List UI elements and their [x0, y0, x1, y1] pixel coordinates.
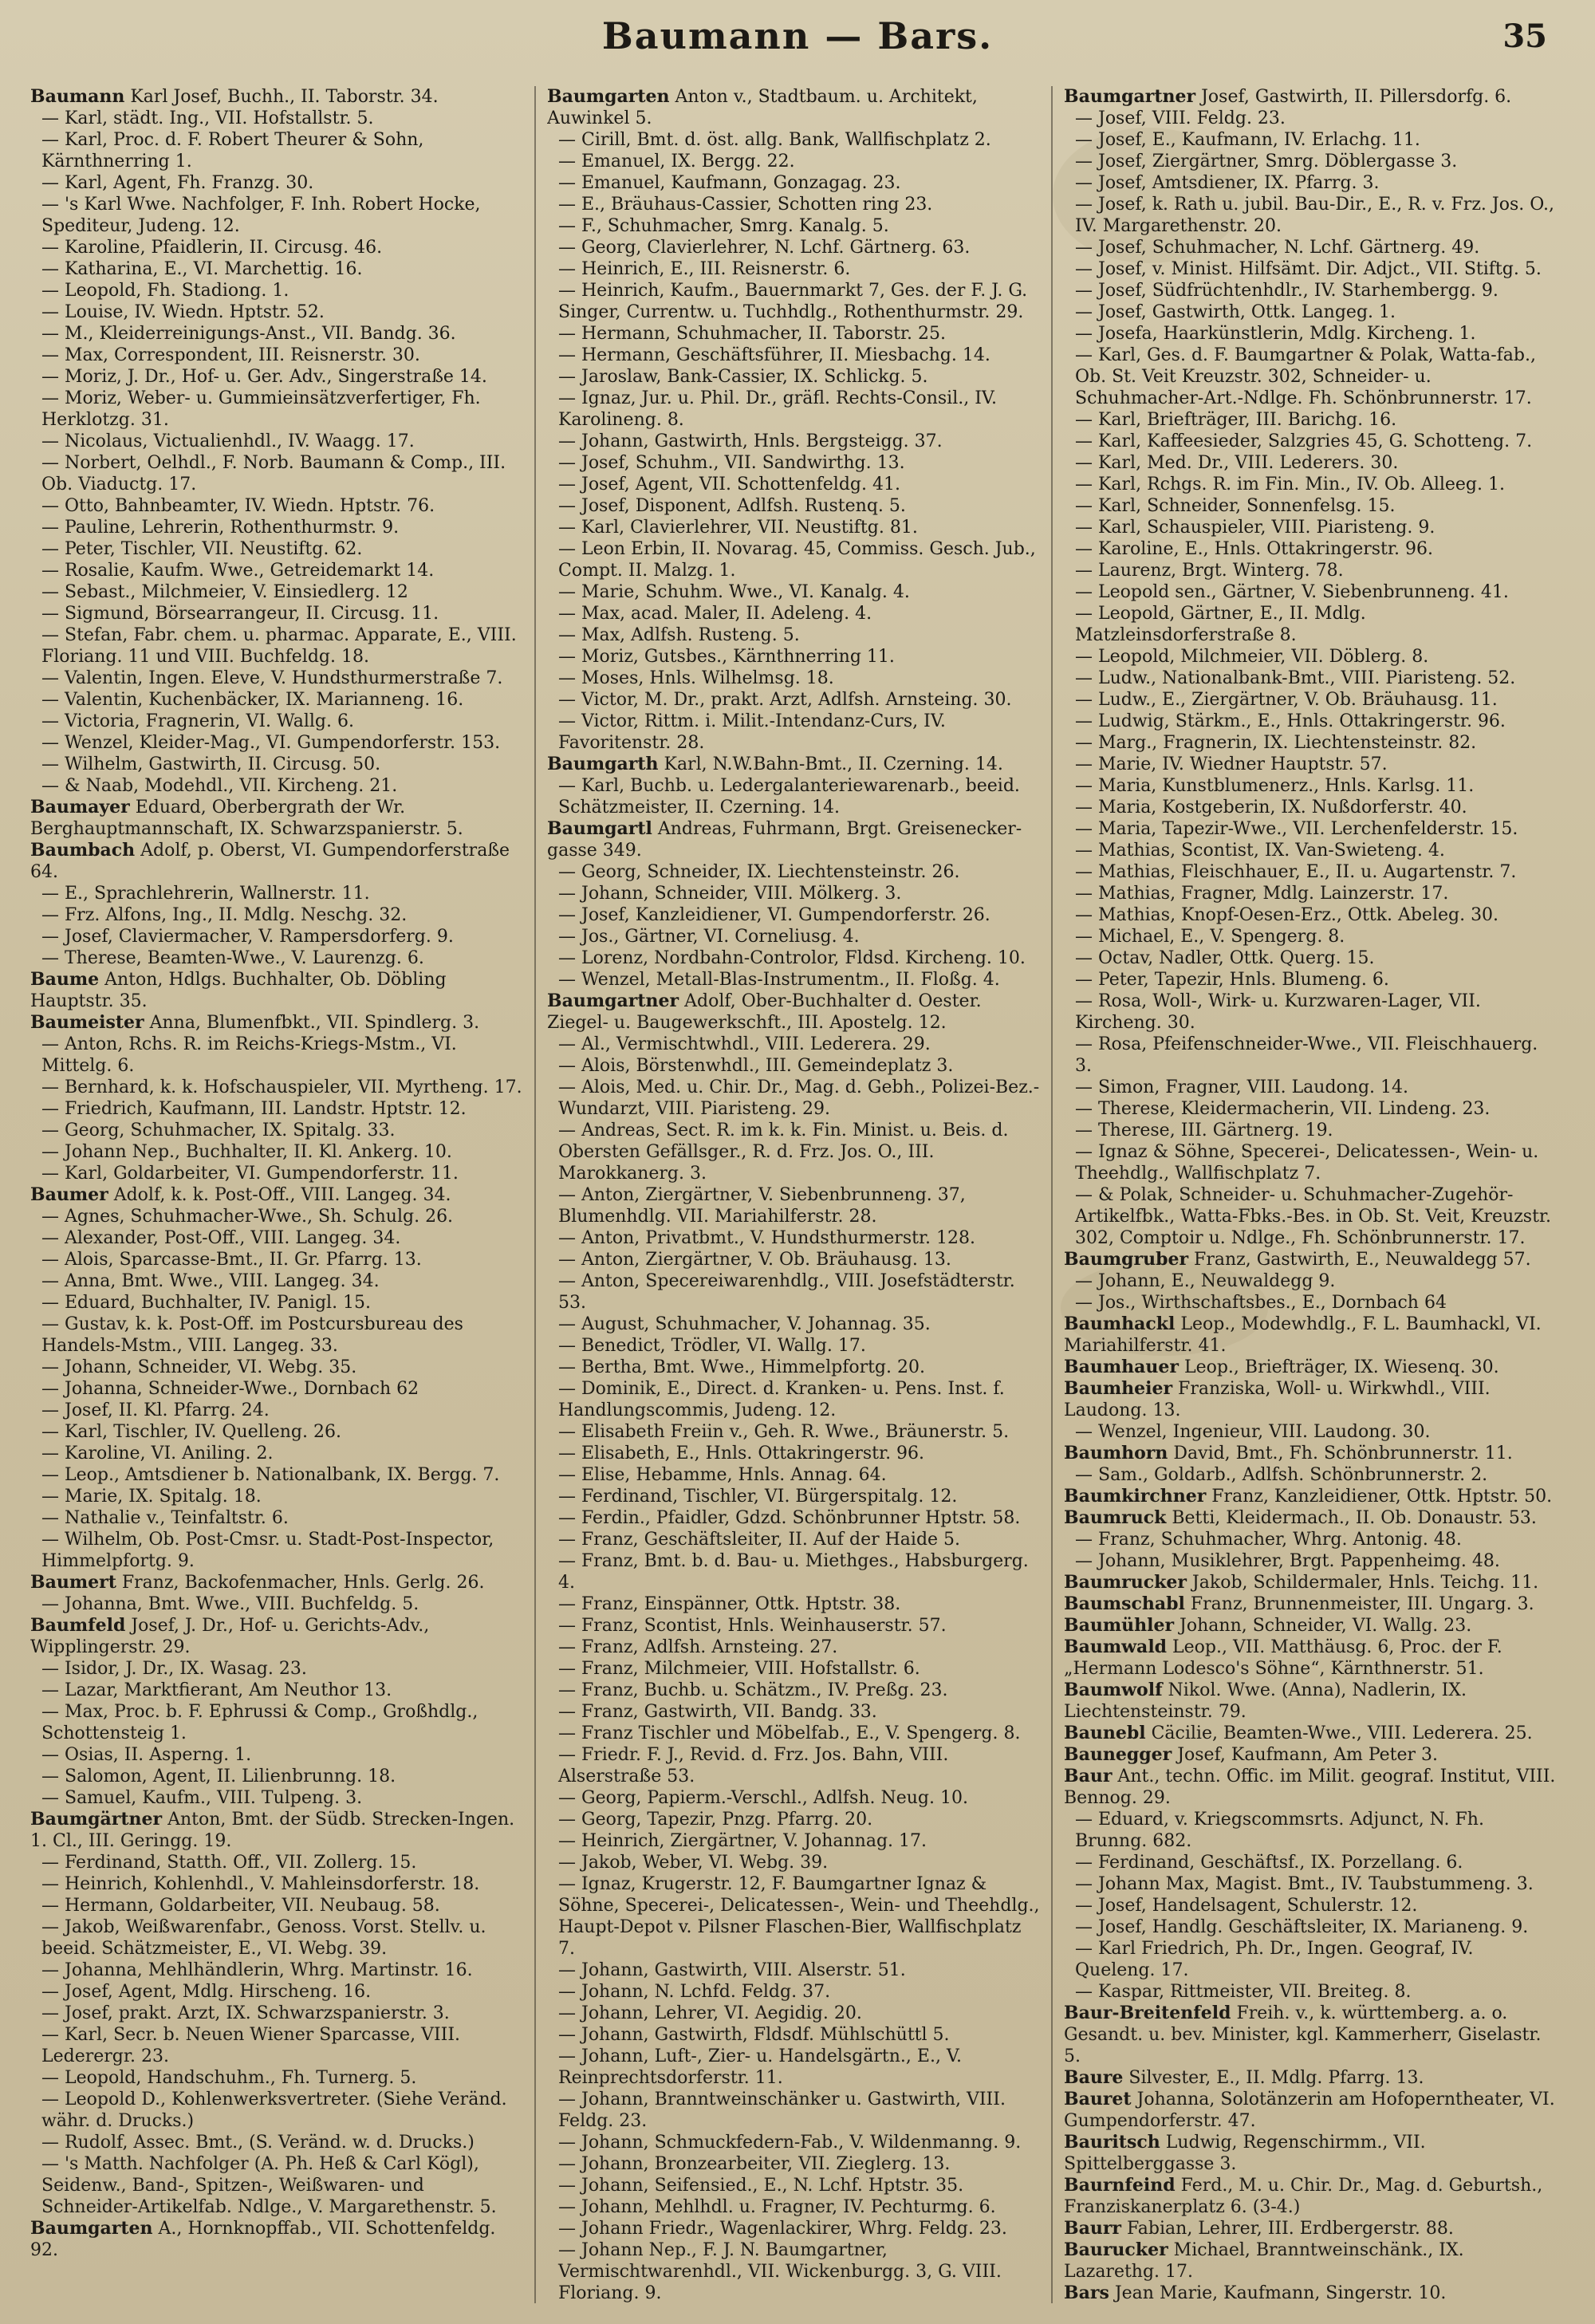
directory-entry: — Leopold sen., Gärtner, V. Siebenbrunneng. 41.	[1075, 582, 1509, 602]
directory-entry: — Ferdinand, Statth. Off., VII. Zollerg. 15.	[41, 1853, 417, 1873]
directory-entry: — Frz. Alfons, Ing., II. Mdlg. Neschg. 32.	[41, 905, 408, 925]
directory-entry: — Johann, Gastwirth, Hnls. Bergsteigg. 37.	[558, 431, 943, 451]
directory-entry: — Maria, Tapezir-Wwe., VII. Lerchenfelderstr. 15.	[1075, 819, 1518, 839]
directory-entry-main: Bauritsch Ludwig, Regenschirmm., VII. Spittelberggasse 3.	[1064, 2132, 1426, 2174]
directory-entry: — Franz, Gastwirth, VII. Bandg. 33.	[558, 1702, 877, 1722]
directory-entry: — Ignaz, Krugerstr. 12, F. Baumgartner Ignaz & Söhne, Specerei-, Delicatessen-, Wein- und Theehdlg., Haupt-Depot v. Pilsner Flaschen-Bier, Wallfischplatz 7.	[558, 1874, 1040, 1959]
directory-entry: — Kaspar, Rittmeister, VII. Breiteg. 8.	[1075, 1982, 1412, 2002]
directory-entry: — Georg, Schuhmacher, IX. Spitalg. 33.	[41, 1121, 396, 1140]
directory-entry: — Max, acad. Maler, II. Adeleng. 4.	[558, 604, 872, 624]
directory-entry: — Josef, E., Kaufmann, IV. Erlachg. 11.	[1075, 130, 1420, 150]
column-divider	[1051, 86, 1053, 2303]
directory-entry: — Lorenz, Nordbahn-Controlor, Fldsd. Kircheng. 10.	[558, 948, 1026, 968]
directory-entry: — Leop., Amtsdiener b. Nationalbank, IX. Bergg. 7.	[41, 1465, 500, 1485]
directory-entry: — Josef, II. Kl. Pfarrg. 24.	[41, 1400, 270, 1420]
directory-entry: — Salomon, Agent, II. Lilienbrunng. 18.	[41, 1767, 396, 1786]
directory-entry: — Gustav, k. k. Post-Off. im Postcursbureau des Handels-Mstm., VIII. Langeg. 33.	[41, 1314, 463, 1356]
directory-entry: — Bertha, Bmt. Wwe., Himmelpfortg. 20.	[558, 1357, 925, 1377]
directory-entry: — Josef, k. Rath u. jubil. Bau-Dir., E., R. v. Frz. Jos. O., IV. Margarethenstr. 20.	[1075, 195, 1554, 236]
directory-entry: — Sam., Goldarb., Adlfsh. Schönbrunnerstr. 2.	[1075, 1465, 1488, 1485]
directory-entry-main: Baunebl Cäcilie, Beamten-Wwe., VIII. Lederera. 25.	[1064, 1723, 1533, 1743]
directory-entry: — Eduard, v. Kriegscommsrts. Adjunct, N. Fh. Brunng. 682.	[1075, 1810, 1484, 1851]
directory-entry: — Jaroslaw, Bank-Cassier, IX. Schlickg. 5.	[558, 367, 928, 387]
directory-entry-main: Baumgartner Josef, Gastwirth, II. Pillersdorfg. 6.	[1064, 86, 1512, 107]
directory-entry: — Therese, III. Gärtnerg. 19.	[1075, 1121, 1333, 1140]
directory-entry: — Josef, Südfrüchtenhdlr., IV. Starhembergg. 9.	[1075, 281, 1499, 301]
directory-entry-main: Baurnfeind Ferd., M. u. Chir. Dr., Mag. d. Geburtsh., Franziskanerplatz 6. (3-4.)	[1064, 2175, 1543, 2217]
directory-entry: — Karl, Ges. d. F. Baumgartner & Polak, Watta-fab., Ob. St. Veit Kreuzstr. 302, Schneider- u. Schuhmacher-Art.-Ndlge. Fh. Schönbrunnerstr. 17.	[1075, 345, 1536, 408]
directory-entry: — Alexander, Post-Off., VIII. Langeg. 34.	[41, 1228, 401, 1248]
directory-entry-main: Baume Anton, Hdlgs. Buchhalter, Ob. Döbling Hauptstr. 35.	[30, 969, 447, 1011]
directory-entry: — Johanna, Schneider-Wwe., Dornbach 62	[41, 1379, 419, 1399]
directory-entry: — Karoline, E., Hnls. Ottakringerstr. 96.	[1075, 539, 1433, 559]
directory-entry-main: Baumbach Adolf, p. Oberst, VI. Gumpendorferstraße 64.	[30, 840, 510, 882]
directory-entry: — Karl, Briefträger, III. Barichg. 16.	[1075, 410, 1397, 430]
page-title: Baumann — Bars.	[601, 14, 994, 57]
directory-entry-main: Bars Jean Marie, Kaufmann, Singerstr. 10.	[1064, 2283, 1447, 2303]
directory-entry: — Louise, IV. Wiedn. Hptstr. 52.	[41, 302, 325, 322]
directory-entry: — Franz, Adlfsh. Arnsteing. 27.	[558, 1637, 838, 1657]
directory-entry: — Josef, Amtsdiener, IX. Pfarrg. 3.	[1075, 173, 1380, 193]
directory-entry: — Ignaz & Söhne, Specerei-, Delicatessen-, Wein- u. Theehdlg., Wallfischplatz 7.	[1075, 1142, 1539, 1184]
directory-entry: — Johanna, Bmt. Wwe., VIII. Buchfeldg. 5.	[41, 1594, 419, 1614]
directory-entry: — Therese, Beamten-Wwe., V. Laurenzg. 6.	[41, 948, 424, 968]
directory-entry: — Bernhard, k. k. Hofschauspieler, VII. Myrtheng. 17.	[41, 1077, 522, 1097]
directory-entry: — Franz, Einspänner, Ottk. Hptstr. 38.	[558, 1594, 901, 1614]
directory-entry: — Leopold, Milchmeier, VII. Döblerg. 8.	[1075, 647, 1429, 667]
directory-entry: — Agnes, Schuhmacher-Wwe., Sh. Schulg. 26.	[41, 1207, 454, 1227]
directory-entry: — Michael, E., V. Spengerg. 8.	[1075, 927, 1345, 947]
directory-entry-main: Baumrucker Jakob, Schildermaler, Hnls. Teichg. 11.	[1064, 1572, 1539, 1593]
directory-entry-main: Baumfeld Josef, J. Dr., Hof- u. Gerichts-Adv., Wipplingerstr. 29.	[30, 1615, 430, 1657]
directory-entry: — Ludw., E., Ziergärtner, V. Ob. Bräuhausg. 11.	[1075, 690, 1498, 710]
directory-entry: — Heinrich, Ziergärtner, V. Johannag. 17.	[558, 1831, 927, 1851]
directory-entry: — Johann, Seifensied., E., N. Lchf. Hptstr. 35.	[558, 2176, 964, 2196]
directory-entry: — Josef, prakt. Arzt, IX. Schwarzspanierstr. 3.	[41, 2003, 450, 2023]
directory-entry-main: Baumschabl Franz, Brunnenmeister, III. Ungarg. 3.	[1064, 1593, 1534, 1614]
directory-entry: — Johann, N. Lchfd. Feldg. 37.	[558, 1982, 831, 2002]
directory-entry: — Josef, Schuhm., VII. Sandwirthg. 13.	[558, 453, 905, 473]
directory-entry: — Johann, Gastwirth, VIII. Alserstr. 51.	[558, 1960, 906, 1980]
directory-entry: — Josef, Claviermacher, V. Rampersdorferg. 9.	[41, 927, 454, 947]
directory-entry: — Samuel, Kaufm., VIII. Tulpeng. 3.	[41, 1788, 363, 1808]
directory-entry: — Rudolf, Assec. Bmt., (S. Veränd. w. d. Drucks.)	[41, 2133, 475, 2153]
directory-entry: — Friedrich, Kaufmann, III. Landstr. Hptstr. 12.	[41, 1099, 467, 1119]
directory-entry: — Johann, Branntweinschänker u. Gastwirth, VIII. Feldg. 23.	[558, 2090, 1006, 2131]
directory-entry: — Moses, Hnls. Wilhelmsg. 18.	[558, 668, 834, 688]
directory-entry: — Josef, VIII. Feldg. 23.	[1075, 108, 1286, 128]
directory-entry: — Marg., Fragnerin, IX. Liechtensteinstr. 82.	[1075, 733, 1477, 753]
directory-entry: — E., Sprachlehrerin, Wallnerstr. 11.	[41, 884, 370, 904]
directory-entry: — & Naab, Modehdl., VII. Kircheng. 21.	[41, 776, 398, 796]
directory-entry-main: Baumgruber Franz, Gastwirth, E., Neuwaldegg 57.	[1064, 1249, 1531, 1270]
directory-entry: — Johann Max, Magist. Bmt., IV. Taubstummeng. 3.	[1075, 1874, 1534, 1894]
directory-entry-main: Baumwald Leop., VII. Matthäusg. 6, Proc. der F. „Hermann Lodesco's Söhne“, Kärnthnerstr. 51.	[1064, 1637, 1502, 1679]
directory-entry: — M., Kleiderreinigungs-Anst., VII. Bandg. 36.	[41, 324, 456, 344]
directory-entry: — Josefa, Haarkünstlerin, Mdlg. Kircheng. 1.	[1075, 324, 1476, 344]
directory-entry: — Josef, Agent, Mdlg. Hirscheng. 16.	[41, 1982, 372, 2002]
directory-entry: — August, Schuhmacher, V. Johannag. 35.	[558, 1314, 931, 1334]
directory-entry-main: Baumert Franz, Backofenmacher, Hnls. Gerlg. 26.	[30, 1572, 485, 1593]
directory-entry: — Anton, Privatbmt., V. Hundsthurmerstr. 128.	[558, 1228, 976, 1248]
directory-entry: — Lazar, Marktfierant, Am Neuthor 13.	[41, 1680, 392, 1700]
directory-entry: — Marie, IX. Spitalg. 18.	[41, 1487, 262, 1507]
directory-entry: — Alois, Med. u. Chir. Dr., Mag. d. Gebh., Polizei-Bez.-Wundarzt, VIII. Piaristeng. 29.	[558, 1077, 1040, 1119]
directory-entry: — Maria, Kunstblumenerz., Hnls. Karlsg. 11.	[1075, 776, 1475, 796]
directory-entry: — Johann, Schneider, VI. Webg. 35.	[41, 1357, 357, 1377]
directory-entry: — Elisabeth Freiin v., Geh. R. Wwe., Bräunerstr. 5.	[558, 1422, 1010, 1442]
column-2	[547, 86, 1042, 2303]
directory-entry-main: Baumhauer Leop., Briefträger, IX. Wiesenq. 30.	[1064, 1357, 1499, 1377]
directory-entry: — Heinrich, Kaufm., Bauernmarkt 7, Ges. der F. J. G. Singer, Currentw. u. Tuchhdlg., Rothenthurmstr. 29.	[558, 281, 1028, 322]
directory-entry: — Rosa, Woll-, Wirk- u. Kurzwaren-Lager, VII. Kircheng. 30.	[1075, 991, 1481, 1033]
directory-entry: — Alois, Börstenwhdl., III. Gemeindeplatz 3.	[558, 1056, 954, 1076]
directory-entry: — Leopold, Handschuhm., Fh. Turnerg. 5.	[41, 2068, 417, 2088]
directory-entry: — Franz, Bmt. b. d. Bau- u. Miethges., Habsburgerg. 4.	[558, 1551, 1029, 1593]
directory-entry-main: Baumann Karl Josef, Buchh., II. Taborstr. 34.	[30, 86, 439, 107]
directory-entry: — Marie, Schuhm. Wwe., VI. Kanalg. 4.	[558, 582, 910, 602]
directory-entry-main: Baumgärtner Anton, Bmt. der Südb. Strecken-Ingen. 1. Cl., III. Geringg. 19.	[30, 1809, 515, 1851]
directory-entry: — Emanuel, Kaufmann, Gonzagag. 23.	[558, 173, 901, 193]
directory-entry: — Wenzel, Ingenieur, VIII. Laudong. 30.	[1075, 1422, 1431, 1442]
directory-entry: — Therese, Kleidermacherin, VII. Lindeng. 23.	[1075, 1099, 1491, 1119]
directory-entry: — 's Karl Wwe. Nachfolger, F. Inh. Robert Hocke, Spediteur, Judeng. 12.	[41, 195, 481, 236]
directory-entry: — Mathias, Fragner, Mdlg. Lainzerstr. 17.	[1075, 884, 1449, 904]
directory-entry: — Laurenz, Brgt. Winterg. 78.	[1075, 561, 1344, 581]
directory-entry: — Josef, Schuhmacher, N. Lchf. Gärtnerg. 49.	[1075, 238, 1480, 258]
directory-entry: — Karl, Med. Dr., VIII. Lederers. 30.	[1075, 453, 1399, 473]
directory-entry: — Franz, Geschäftsleiter, II. Auf der Haide 5.	[558, 1530, 961, 1550]
directory-entry: — Andreas, Sect. R. im k. k. Fin. Minist. u. Beis. d. Obersten Gefällsger., R. d. Frz. Jos. O., III. Marokkanerg. 3.	[558, 1121, 1009, 1184]
directory-entry-main: Baunegger Josef, Kaufmann, Am Peter 3.	[1064, 1744, 1439, 1765]
directory-entry-main: Baumhackl Leop., Modewhdlg., F. L. Baumhackl, VI. Mariahilferstr. 41.	[1064, 1314, 1542, 1356]
directory-entry: — Johann, Schneider, VIII. Mölkerg. 3.	[558, 884, 902, 904]
directory-entry: — Heinrich, Kohlenhdl., V. Mahleinsdorferstr. 18.	[41, 1874, 480, 1894]
directory-entry-main: Baumgartner Adolf, Ober-Buchhalter d. Oester. Ziegel- u. Baugewerkschft., III. Apostelg. 12.	[547, 991, 982, 1033]
directory-entry: — Max, Adlfsh. Rusteng. 5.	[558, 625, 800, 645]
directory-entry: — Peter, Tapezir, Hnls. Blumeng. 6.	[1075, 970, 1389, 990]
directory-entry: — Karoline, Pfaidlerin, II. Circusg. 46.	[41, 238, 383, 258]
directory-entry: — Sigmund, Börsearrangeur, II. Circusg. 11.	[41, 604, 439, 624]
directory-entry-main: Baumayer Eduard, Oberbergrath der Wr. Berghauptmannschaft, IX. Schwarzspanierstr. 5.	[30, 797, 463, 839]
directory-entry-main: Baumhorn David, Bmt., Fh. Schönbrunnerstr. 11.	[1064, 1443, 1513, 1463]
directory-entry: — Johann Nep., F. J. N. Baumgartner, Vermischtwarenhdl., VII. Wickenburgg. 3, G. VIII. Floriang. 9.	[558, 2240, 1002, 2303]
directory-entry: — Hermann, Schuhmacher, II. Taborstr. 25.	[558, 324, 946, 344]
directory-entry: — Heinrich, E., III. Reisnerstr. 6.	[558, 259, 851, 279]
directory-entry-main: Baur-Breitenfeld Freih. v., k. württemberg. a. o. Gesandt. u. bev. Minister, kgl. Kammerherr, Giselastr. 5.	[1064, 2003, 1542, 2066]
directory-entry: — Karl, Kaffeesieder, Salzgries 45, G. Schotteng. 7.	[1075, 431, 1533, 451]
directory-entry-main: Baumgarth Karl, N.W.Bahn-Bmt., II. Czerning. 14.	[547, 754, 1003, 774]
directory-entry: — Ferdin., Pfaidler, Gdzd. Schönbrunner Hptstr. 58.	[558, 1508, 1021, 1528]
directory-entry: — Ignaz, Jur. u. Phil. Dr., gräfl. Rechts-Consil., IV. Karolineng. 8.	[558, 388, 997, 430]
directory-entry: — Karl Friedrich, Ph. Dr., Ingen. Geograf, IV. Queleng. 17.	[1075, 1939, 1474, 1980]
directory-entry: — Friedr. F. J., Revid. d. Frz. Jos. Bahn, VIII. Alserstraße 53.	[558, 1745, 949, 1786]
directory-entry-main: Bauret Johanna, Solotänzerin am Hofoperntheater, VI. Gumpendorferstr. 47.	[1064, 2089, 1555, 2131]
directory-entry: — Franz, Schuhmacher, Whrg. Antonig. 48.	[1075, 1530, 1462, 1550]
directory-entry: — Karl, Clavierlehrer, VII. Neustiftg. 81.	[558, 518, 918, 538]
directory-entry: — Franz Tischler und Möbelfab., E., V. Spengerg. 8.	[558, 1723, 1021, 1743]
directory-entry: — Leon Erbin, II. Novarag. 45, Commiss. Gesch. Jub., Compt. II. Malzg. 1.	[558, 539, 1036, 581]
directory-entry: — Wilhelm, Ob. Post-Cmsr. u. Stadt-Post-Inspector, Himmelpfortg. 9.	[41, 1530, 494, 1571]
directory-entry: — Karl, Schneider, Sonnenfelsg. 15.	[1075, 496, 1396, 516]
directory-entry: — Victor, M. Dr., prakt. Arzt, Adlfsh. Arnsteing. 30.	[558, 690, 1012, 710]
directory-entry: — Rosalie, Kaufm. Wwe., Getreidemarkt 14.	[41, 561, 435, 581]
directory-entry: — Johann, Mehlhdl. u. Fragner, IV. Pechturmg. 6.	[558, 2197, 996, 2217]
directory-entry: — Franz, Scontist, Hnls. Weinhauserstr. 57.	[558, 1616, 947, 1636]
directory-entry: — Josef, Kanzleidiener, VI. Gumpendorferstr. 26.	[558, 905, 990, 925]
directory-entry: — Otto, Bahnbeamter, IV. Wiedn. Hptstr. 76.	[41, 496, 435, 516]
directory-entry: — Norbert, Oelhdl., F. Norb. Baumann & Comp., III. Ob. Viaductg. 17.	[41, 453, 506, 494]
directory-entry: — Karl, Schauspieler, VIII. Piaristeng. 9.	[1075, 518, 1436, 538]
directory-entry: — Benedict, Trödler, VI. Wallg. 17.	[558, 1336, 866, 1356]
directory-entry: — Eduard, Buchhalter, IV. Panigl. 15.	[41, 1293, 372, 1313]
directory-entry: — Johann, Musiklehrer, Brgt. Pappenheimg. 48.	[1075, 1551, 1500, 1571]
directory-entry: — Victor, Rittm. i. Milit.-Intendanz-Curs, IV. Favoritenstr. 28.	[558, 711, 946, 753]
directory-entry: — Johann, Gastwirth, Fldsdf. Mühlschüttl 5.	[558, 2025, 950, 2045]
directory-entry: — Karl, Proc. d. F. Robert Theurer & Sohn, Kärnthnerring 1.	[41, 130, 424, 171]
directory-entry-main: Baumgarten Anton v., Stadtbaum. u. Architekt, Auwinkel 5.	[547, 86, 978, 128]
page-header	[0, 14, 1595, 70]
directory-entry: — Jos., Wirthschaftsbes., E., Dornbach 64	[1075, 1293, 1447, 1313]
directory-entry: — Leopold D., Kohlenwerksvertreter. (Siehe Veränd. währ. d. Drucks.)	[41, 2090, 507, 2131]
directory-entry: — Josef, Ziergärtner, Smrg. Döblergasse 3.	[1075, 152, 1458, 171]
directory-entry: — Johann, Schmuckfedern-Fab., V. Wildenmanng. 9.	[558, 2133, 1022, 2153]
directory-entry: — Osias, II. Asperng. 1.	[41, 1745, 252, 1765]
directory-entry: — Moriz, J. Dr., Hof- u. Ger. Adv., Singerstraße 14.	[41, 367, 487, 387]
directory-entry: — Marie, IV. Wiedner Hauptstr. 57.	[1075, 754, 1388, 774]
column-1	[30, 86, 525, 2303]
directory-entry: — Karl, Agent, Fh. Franzg. 30.	[41, 173, 314, 193]
directory-entry: — Elisabeth, E., Hnls. Ottakringerstr. 96.	[558, 1444, 925, 1463]
directory-entry: — Josef, Handelsagent, Schulerstr. 12.	[1075, 1896, 1418, 1916]
directory-entry: — Anton, Ziergärtner, V. Ob. Bräuhausg. 13.	[558, 1250, 951, 1270]
directory-entry: — Josef, v. Minist. Hilfsämt. Dir. Adjct., VII. Stiftg. 5.	[1075, 259, 1542, 279]
directory-entry: — E., Bräuhaus-Cassier, Schotten ring 23.	[558, 195, 933, 215]
directory-entry: — Nathalie v., Teinfaltstr. 6.	[41, 1508, 289, 1528]
directory-entry: — Anna, Bmt. Wwe., VIII. Langeg. 34.	[41, 1271, 380, 1291]
directory-entry: — Wenzel, Metall-Blas-Instrumentm., II. Floßg. 4.	[558, 970, 1000, 990]
directory-entry: — & Polak, Schneider- u. Schuhmacher-Zugehör-Artikelfbk., Watta-Fbks.-Bes. in Ob. St. Veit, Kreuzstr. 302, Comptoir u. Ndlge., Fh. Schönbrunnerstr. 17.	[1075, 1185, 1552, 1248]
directory-entry: — Moriz, Weber- u. Gummieinsätzverfertiger, Fh. Herklotzg. 31.	[41, 388, 481, 430]
column-divider	[534, 86, 536, 2303]
directory-entry-main: Baure Silvester, E., II. Mdlg. Pfarrg. 13.	[1064, 2067, 1424, 2088]
directory-entry: — Anton, Specereiwarenhdlg., VIII. Josefstädterstr. 53.	[558, 1271, 1015, 1313]
directory-entry: — Karl, Buchb. u. Ledergalanteriewarenarb., beeid. Schätzmeister, II. Czerning. 14.	[558, 776, 1020, 817]
directory-entry: — Karoline, VI. Aniling. 2.	[41, 1444, 274, 1463]
columns-container	[30, 86, 1569, 2303]
directory-entry: — Josef, Agent, VII. Schottenfeldg. 41.	[558, 475, 900, 494]
directory-entry-main: Baurucker Michael, Branntweinschänk., IX. Lazarethg. 17.	[1064, 2239, 1464, 2282]
directory-entry: — Leopold, Gärtner, E., II. Mdlg. Matzleinsdorferstraße 8.	[1075, 604, 1366, 645]
directory-entry: — Stefan, Fabr. chem. u. pharmac. Apparate, E., VIII. Floriang. 11 und VIII. Buchfeldg. 18.	[41, 625, 517, 667]
directory-entry: — Emanuel, IX. Bergg. 22.	[558, 152, 795, 171]
directory-entry-main: Baumruck Betti, Kleidermach., II. Ob. Donaustr. 53.	[1064, 1507, 1537, 1528]
directory-entry: — Max, Proc. b. F. Ephrussi & Comp., Großhdlg., Schottensteig 1.	[41, 1702, 478, 1743]
directory-entry: — Georg, Tapezir, Pnzg. Pfarrg. 20.	[558, 1810, 873, 1830]
directory-entry: — Ludwig, Stärkm., E., Hnls. Ottakringerstr. 96.	[1075, 711, 1506, 731]
directory-entry: — Peter, Tischler, VII. Neustiftg. 62.	[41, 539, 363, 559]
directory-entry: — Georg, Schneider, IX. Liechtensteinstr. 26.	[558, 862, 960, 882]
directory-entry: — Victoria, Fragnerin, VI. Wallg. 6.	[41, 711, 354, 731]
directory-entry: — Georg, Papierm.-Verschl., Adlfsh. Neug. 10.	[558, 1788, 968, 1808]
directory-entry: — Valentin, Kuchenbäcker, IX. Marianneng. 16.	[41, 690, 464, 710]
directory-entry: — Leopold, Fh. Stadiong. 1.	[41, 281, 289, 301]
directory-entry: — Max, Correspondent, III. Reisnerstr. 30.	[41, 345, 420, 365]
directory-entry: — Jakob, Weber, VI. Webg. 39.	[558, 1853, 829, 1873]
directory-entry-main: Baumeister Anna, Blumenfbkt., VII. Spindlerg. 3.	[30, 1012, 480, 1033]
directory-entry: — F., Schuhmacher, Smrg. Kanalg. 5.	[558, 216, 889, 236]
directory-entry: — Mathias, Fleischhauer, E., II. u. Augartenstr. 7.	[1075, 862, 1517, 882]
directory-entry: — Mathias, Knopf-Oesen-Erz., Ottk. Abeleg. 30.	[1075, 905, 1499, 925]
directory-entry: — Karl, Secr. b. Neuen Wiener Sparcasse, VIII. Lederergr. 23.	[41, 2025, 461, 2066]
column-3	[1064, 86, 1558, 2303]
directory-entry: — Alois, Sparcasse-Bmt., II. Gr. Pfarrg. 13.	[41, 1250, 422, 1270]
directory-entry: — Johann, Lehrer, VI. Aegidig. 20.	[558, 2003, 862, 2023]
directory-entry-main: Baumheier Franziska, Woll- u. Wirkwhdl., VIII. Laudong. 13.	[1064, 1378, 1491, 1420]
directory-entry: — Ferdinand, Geschäftsf., IX. Porzellang. 6.	[1075, 1853, 1463, 1873]
directory-entry-main: Baumgarten A., Hornknopffab., VII. Schottenfeldg. 92.	[30, 2218, 496, 2260]
directory-entry-main: Baumwolf Nikol. Wwe. (Anna), Nadlerin, IX. Liechtensteinstr. 79.	[1064, 1680, 1467, 1722]
directory-entry: — Josef, Disponent, Adlfsh. Rustenq. 5.	[558, 496, 906, 516]
directory-entry: — Simon, Fragner, VIII. Laudong. 14.	[1075, 1077, 1409, 1097]
directory-entry: — Valentin, Ingen. Eleve, V. Hundsthurmerstraße 7.	[41, 668, 503, 688]
directory-entry: — Octav, Nadler, Ottk. Querg. 15.	[1075, 948, 1375, 968]
directory-entry: — Katharina, E., VI. Marchettig. 16.	[41, 259, 363, 279]
directory-entry: — Johann Nep., Buchhalter, II. Kl. Ankerg. 10.	[41, 1142, 452, 1162]
directory-entry: — Anton, Rchs. R. im Reichs-Kriegs-Mstm., VI. Mittelg. 6.	[41, 1034, 457, 1076]
directory-entry: — Jos., Gärtner, VI. Corneliusg. 4.	[558, 927, 860, 947]
directory-entry: — Franz, Milchmeier, VIII. Hofstallstr. 6.	[558, 1659, 920, 1679]
directory-entry: — Maria, Kostgeberin, IX. Nußdorferstr. 40.	[1075, 798, 1467, 817]
directory-entry: — Karl, Tischler, IV. Quelleng. 26.	[41, 1422, 341, 1442]
directory-entry-main: Baumgartl Andreas, Fuhrmann, Brgt. Greisenecker-gasse 349.	[547, 818, 1022, 861]
directory-entry: — Franz, Buchb. u. Schätzm., IV. Preßg. 23.	[558, 1680, 948, 1700]
directory-entry: — Pauline, Lehrerin, Rothenthurmstr. 9.	[41, 518, 400, 538]
directory-entry: — Dominik, E., Direct. d. Kranken- u. Pens. Inst. f. Handlungscommis, Judeng. 12.	[558, 1379, 1005, 1420]
directory-entry: — Johann, Luft-, Zier- u. Handelsgärtn., E., V. Reinprechtsdorferstr. 11.	[558, 2046, 962, 2088]
directory-entry: — Johann, Bronzearbeiter, VII. Zieglerg. 13.	[558, 2154, 951, 2174]
directory-entry: — Karl, Goldarbeiter, VI. Gumpendorferstr. 11.	[41, 1164, 459, 1184]
directory-entry: — Al., Vermischtwhdl., VIII. Lederera. 29.	[558, 1034, 931, 1054]
directory-entry: — Mathias, Scontist, IX. Van-Swieteng. 4.	[1075, 841, 1445, 861]
directory-entry: — Johanna, Mehlhändlerin, Whrg. Martinstr. 16.	[41, 1960, 473, 1980]
directory-entry: — 's Matth. Nachfolger (A. Ph. Heß & Carl Kögl), Seidenw., Band-, Spitzen-, Weißwaren- und Schneider-Artikelfab. Ndlge., V. Margarethenstr. 5.	[41, 2154, 497, 2217]
directory-entry: — Sebast., Milchmeier, V. Einsiedlerg. 12	[41, 582, 408, 602]
directory-entry: — Wenzel, Kleider-Mag., VI. Gumpendorferstr. 153.	[41, 733, 501, 753]
directory-entry-main: Baumühler Johann, Schneider, VI. Wallg. 23.	[1064, 1615, 1472, 1636]
directory-entry: — Karl, städt. Ing., VII. Hofstallstr. 5.	[41, 108, 374, 128]
directory-entry: — Ferdinand, Tischler, VI. Bürgerspitalg. 12.	[558, 1487, 958, 1507]
directory-entry-main: Baumer Adolf, k. k. Post-Off., VIII. Langeg. 34.	[30, 1184, 451, 1205]
directory-entry: — Rosa, Pfeifenschneider-Wwe., VII. Fleischhauerg. 3.	[1075, 1034, 1538, 1076]
directory-entry: — Isidor, J. Dr., IX. Wasag. 23.	[41, 1659, 307, 1679]
directory-entry: — Josef, Handlg. Geschäftsleiter, IX. Marianeng. 9.	[1075, 1917, 1529, 1937]
directory-entry: — Anton, Ziergärtner, V. Siebenbrunneng. 37, Blumenhdlg. VII. Mariahilferstr. 28.	[558, 1185, 966, 1227]
directory-entry: — Johann Friedr., Wagenlackirer, Whrg. Feldg. 23.	[558, 2219, 1007, 2239]
directory-entry: — Johann, E., Neuwaldegg 9.	[1075, 1271, 1336, 1291]
directory-entry: — Hermann, Goldarbeiter, VII. Neubaug. 58.	[41, 1896, 440, 1916]
directory-entry-main: Baumkirchner Franz, Kanzleidiener, Ottk. Hptstr. 50.	[1064, 1486, 1553, 1507]
directory-entry: — Wilhelm, Gastwirth, II. Circusg. 50.	[41, 754, 381, 774]
directory-entry: — Josef, Gastwirth, Ottk. Langeg. 1.	[1075, 302, 1396, 322]
directory-entry-main: Baur Ant., techn. Offic. im Milit. geograf. Institut, VIII. Bennog. 29.	[1064, 1766, 1556, 1808]
directory-entry: — Cirill, Bmt. d. öst. allg. Bank, Wallfischplatz 2.	[558, 130, 991, 150]
directory-entry: — Ludw., Nationalbank-Bmt., VIII. Piaristeng. 52.	[1075, 668, 1516, 688]
directory-entry: — Karl, Rchgs. R. im Fin. Min., IV. Ob. Alleeg. 1.	[1075, 475, 1505, 494]
page-number: 35	[1502, 18, 1547, 55]
directory-entry: — Nicolaus, Victualienhdl., IV. Waagg. 17.	[41, 431, 415, 451]
directory-entry: — Jakob, Weißwarenfabr., Genoss. Vorst. Stellv. u. beeid. Schätzmeister, E., VI. Webg. 39.	[41, 1917, 486, 1959]
directory-entry: — Moriz, Gutsbes., Kärnthnerring 11.	[558, 647, 895, 667]
directory-entry: — Elise, Hebamme, Hnls. Annag. 64.	[558, 1465, 887, 1485]
directory-entry: — Hermann, Geschäftsführer, II. Miesbachg. 14.	[558, 345, 990, 365]
directory-entry: — Georg, Clavierlehrer, N. Lchf. Gärtnerg. 63.	[558, 238, 971, 258]
directory-entry-main: Baurr Fabian, Lehrer, III. Erdbergerstr. 88.	[1064, 2218, 1454, 2239]
